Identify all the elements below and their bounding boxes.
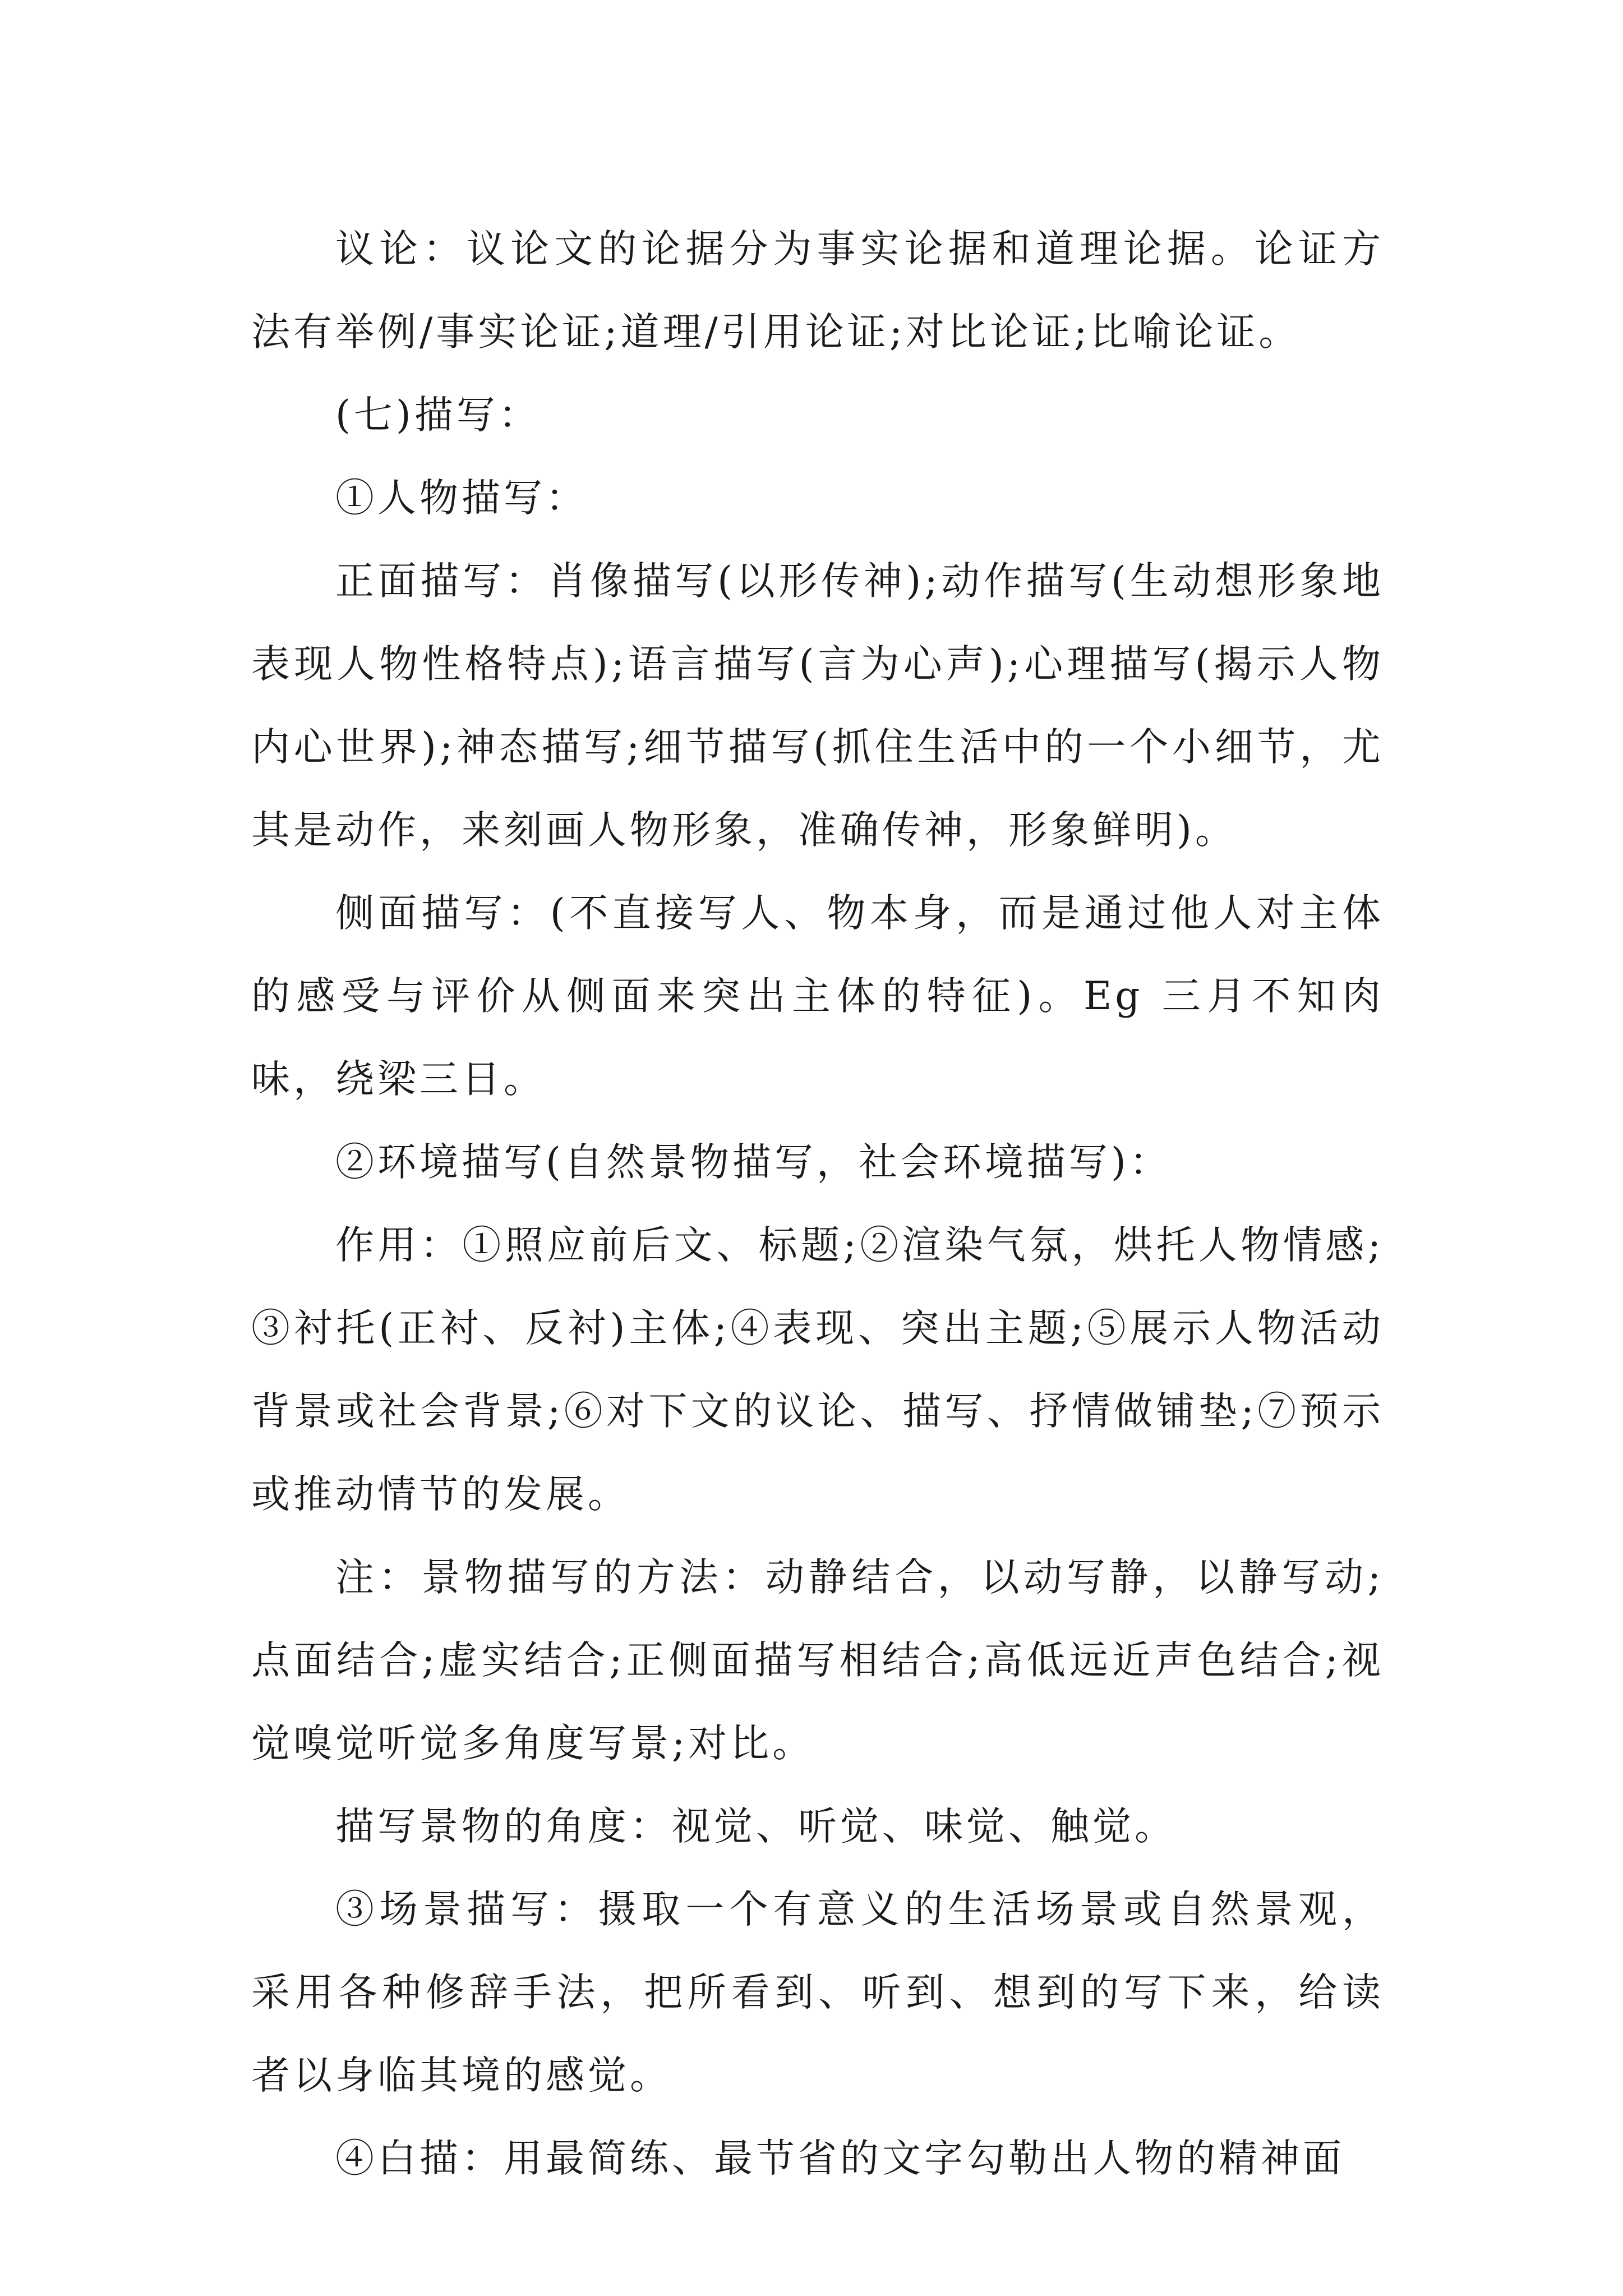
paragraph-environment-functions: 作用：①照应前后文、标题;②渲染气氛，烘托人物情感;③衬托(正衬、反衬)主体;④表现、突出主题;⑤展示人物活动背景或社会背景;⑥对下文的议论、描写、抒情做铺垫;⑦预示或推动情节的发展。 [251, 1223, 1384, 1517]
section-heading-description: (七)描写： [335, 393, 541, 438]
paragraph-scenery-angles: 描写景物的角度：视觉、听觉、味觉、触觉。 [335, 1804, 1177, 1849]
paragraph-scene-description: ③场景描写：摄取一个有意义的生活场景或自然景观，采用各种修辞手法，把所看到、听到、想到的写下来，给读者以身临其境的感觉。 [251, 1887, 1384, 2098]
paragraph-line-drawing: ④白描：用最简练、最节省的文字勾勒出人物的精神面 [335, 2136, 1345, 2181]
document-body [251, 208, 1384, 2200]
paragraph-argument-methods: 议论：议论文的论据分为事实论据和道理论据。论证方法有举例/事实论证;道理/引用论证;对比论证;比喻论证。 [251, 227, 1384, 355]
paragraph-indirect-description: 侧面描写：(不直接写人、物本身，而是通过他人对主体的感受与评价从侧面来突出主体的特征)。Eg 三月不知肉味，绕梁三日。 [251, 891, 1384, 1102]
subheading-environment-description: ②环境描写(自然景物描写，社会环境描写)： [335, 1140, 1172, 1185]
paragraph-scenery-methods-note: 注：景物描写的方法：动静结合，以动写静，以静写动;点面结合;虚实结合;正侧面描写相结合;高低远近声色结合;视觉嗅觉听觉多角度写景;对比。 [251, 1555, 1384, 1766]
subheading-character-description: ①人物描写： [335, 476, 588, 521]
paragraph-direct-description: 正面描写：肖像描写(以形传神);动作描写(生动想形象地表现人物性格特点);语言描写(言为心声);心理描写(揭示人物内心世界);神态描写;细节描写(抓住生活中的一个小细节，尤其是动作，来刻画人物形象，准确传神，形象鲜明)。 [251, 559, 1384, 853]
